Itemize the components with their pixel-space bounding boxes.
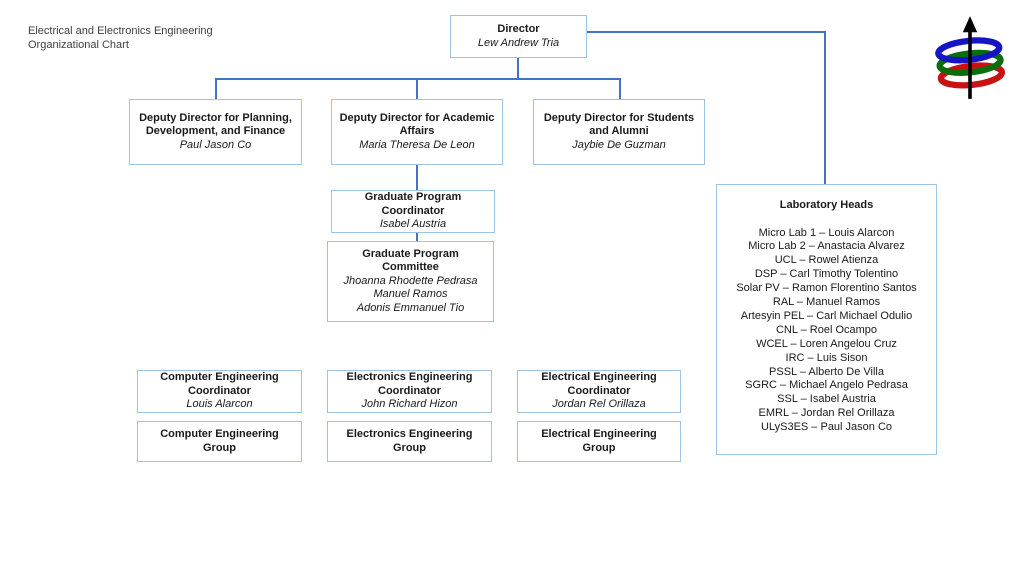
lab-entry: Artesyin PEL – Carl Michael Odulio [740, 309, 913, 322]
node-deputy-planning[interactable] [129, 99, 302, 165]
node-computer-group[interactable] [137, 421, 302, 462]
laboratory-heads-title: Laboratory Heads [779, 199, 874, 211]
node-director[interactable] [450, 15, 587, 58]
node-director-title: Director [497, 23, 540, 35]
page-title-line-2: Organizational Chart [28, 39, 129, 51]
lab-entry: SSL – Isabel Austria [777, 393, 876, 406]
node-graduate-committee-member: Adonis Emmanuel Tio [356, 301, 465, 314]
node-deputy-planning-name: Paul Jason Co [179, 138, 252, 151]
page-title-line-1: Electrical and Electronics Engineering [28, 25, 213, 37]
connector-deputy3-drop [619, 78, 621, 99]
node-electrical-coordinator[interactable] [517, 370, 681, 413]
lab-entry: WCEL – Loren Angelou Cruz [756, 337, 897, 350]
lab-entry: Micro Lab 1 – Louis Alarcon [758, 226, 895, 239]
node-deputy-academic[interactable] [331, 99, 503, 165]
node-deputy-academic-title: Deputy Director for Academic Affairs [339, 111, 495, 138]
lab-entry: RAL – Manuel Ramos [772, 296, 881, 309]
node-deputy-academic-name: Maria Theresa De Leon [359, 138, 475, 151]
lab-entry: IRC – Luis Sison [785, 351, 868, 364]
node-graduate-coordinator-name: Isabel Austria [379, 218, 447, 231]
node-computer-group-label: Computer Engineering Group [160, 428, 279, 454]
lab-entry: SGRC – Michael Angelo Pedrasa [745, 379, 908, 392]
connector-deputies-horizontal [215, 78, 621, 80]
node-deputy-students[interactable] [533, 99, 705, 165]
connector-labs-drop [824, 31, 826, 184]
node-electrical-group-label: Electrical Engineering Group [541, 428, 657, 454]
lab-entry: PSSL – Alberto De Villa [769, 365, 884, 378]
node-electronics-group-label: Electronics Engineering Group [346, 428, 473, 454]
connector-gradcoord-to-committee [416, 233, 418, 241]
page-title [28, 24, 213, 52]
lab-entry: UCL – Rowel Atienza [774, 254, 879, 267]
node-computer-coordinator-name: Louis Alarcon [186, 398, 253, 411]
node-electronics-coordinator[interactable] [327, 370, 492, 413]
node-graduate-committee-title: Graduate Program Committee [362, 247, 459, 274]
node-computer-coordinator-title: Computer Engineering Coordinator [160, 371, 279, 397]
node-graduate-committee[interactable] [327, 241, 494, 322]
lab-entry: Micro Lab 2 – Anastacia Alvarez [748, 240, 905, 253]
connector-director-to-labs-horizontal [587, 31, 826, 33]
node-graduate-committee-member: Jhoanna Rhodette Pedrasa [343, 274, 478, 287]
node-electrical-group[interactable] [517, 421, 681, 462]
node-graduate-coordinator-title: Graduate Program Coordinator [364, 191, 462, 217]
connector-deputy1-drop [215, 78, 217, 99]
node-laboratory-heads[interactable] [716, 184, 937, 455]
node-electrical-coordinator-name: Jordan Rel Orillaza [552, 398, 646, 411]
node-deputy-students-name: Jaybie De Guzman [572, 138, 666, 151]
node-electronics-coordinator-name: John Richard Hizon [361, 398, 458, 411]
institute-gyroscope-logo [925, 10, 1015, 105]
lab-entry: Solar PV – Ramon Florentino Santos [736, 282, 917, 295]
lab-entry: EMRL – Jordan Rel Orillaza [758, 407, 895, 420]
node-graduate-coordinator[interactable] [331, 190, 495, 233]
node-deputy-planning-title: Deputy Director for Planning, Development, and Finance [139, 111, 292, 138]
node-deputy-students-title: Deputy Director for Students and Alumni [543, 111, 695, 138]
node-director-name: Lew Andrew Tria [477, 36, 560, 49]
node-electronics-coordinator-title: Electronics Engineering Coordinator [346, 371, 473, 397]
connector-deputy2-drop [416, 78, 418, 99]
connector-deputy2-to-gradcoord [416, 165, 418, 190]
lab-entry: DSP – Carl Timothy Tolentino [754, 268, 899, 281]
lab-entry: CNL – Roel Ocampo [775, 323, 878, 336]
node-electrical-coordinator-title: Electrical Engineering Coordinator [541, 371, 657, 397]
node-computer-coordinator[interactable] [137, 370, 302, 413]
lab-entry: ULyS3ES – Paul Jason Co [760, 421, 893, 434]
connector-director-down [517, 58, 519, 79]
node-electronics-group[interactable] [327, 421, 492, 462]
node-graduate-committee-member: Manuel Ramos [373, 288, 448, 301]
